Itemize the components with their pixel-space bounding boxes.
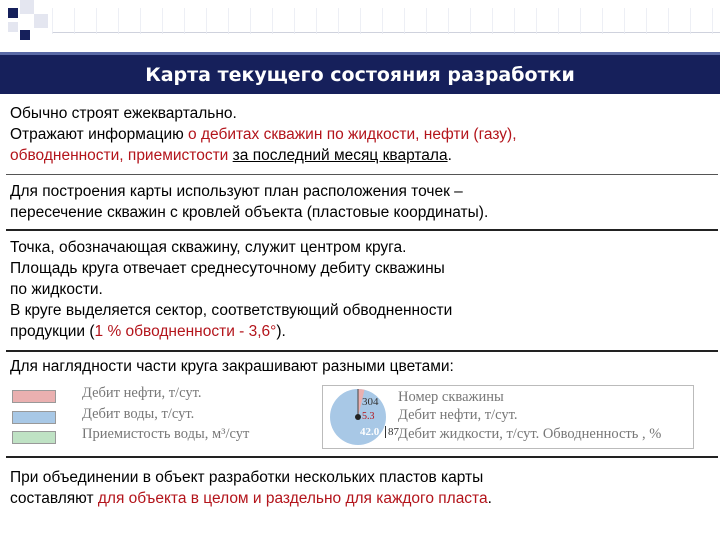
- circle-line-1: Точка, обозначающая скважину, служит центром круга.: [10, 239, 407, 256]
- legend-label-water: Дебит воды, т/сут.: [82, 406, 195, 422]
- map-basis-line-2: пересечение скважин с кровлей объекта (пластовые координаты).: [10, 204, 489, 221]
- divider: [6, 456, 718, 458]
- circle-line-5-prefix: продукции (: [10, 323, 95, 340]
- well-pie: [326, 385, 390, 449]
- intro-line-1: Обычно строят ежеквартально.: [10, 105, 237, 122]
- well-number-label: Номер скважины: [398, 389, 504, 405]
- well-liquid-value: 42.0: [360, 426, 380, 438]
- legend-swatch-water: [12, 411, 56, 424]
- combined-line-2-prefix: составляют: [10, 490, 98, 507]
- well-center-point: [355, 414, 361, 420]
- intro-line-3-highlight: обводненности, приемистости: [10, 147, 229, 164]
- intro-line-3: [10, 145, 452, 166]
- intro-line-2: [10, 124, 517, 145]
- circle-line-2: Площадь круга отвечает среднесуточному дебиту скважины: [10, 260, 445, 277]
- page-title: Карта текущего состояния разработки: [145, 64, 575, 86]
- legend-label-oil: Дебит нефти, т/сут.: [82, 385, 202, 401]
- well-watercut-value: 87: [385, 426, 399, 438]
- intro-line-2-highlight: о дебитах скважин по жидкости, нефти (газу),: [188, 126, 517, 143]
- well-number: 304: [362, 396, 379, 408]
- colors-heading: Для наглядности части круга закрашивают разными цветами:: [10, 358, 454, 375]
- intro-line-3-underlined: за последний месяц квартала: [232, 147, 448, 164]
- combined-line-2-highlight: для объекта в целом и раздельно для каждого пласта: [97, 490, 488, 507]
- well-liquid-label: Дебит жидкости, т/сут. Обводненность , %: [398, 426, 662, 442]
- circle-line-5-end: ).: [276, 323, 286, 340]
- circle-line-5: [10, 321, 286, 342]
- legend-swatch-injectivity: [12, 431, 56, 444]
- decor-square: [20, 30, 30, 40]
- decor-grid: [52, 8, 720, 34]
- circle-line-3: по жидкости.: [10, 281, 103, 298]
- divider: [6, 350, 718, 352]
- decor-square: [34, 14, 48, 28]
- divider: [6, 229, 718, 231]
- divider: [6, 174, 718, 175]
- intro-line-2-prefix: Отражают информацию: [10, 126, 189, 143]
- well-oil-label: Дебит нефти, т/сут.: [398, 407, 518, 423]
- decor-square: [8, 8, 18, 18]
- combined-line-2: [10, 488, 492, 509]
- intro-line-3-end: .: [447, 147, 452, 164]
- well-oil-value: 5.3: [362, 411, 375, 422]
- map-basis-line-1: Для построения карты используют план расположения точек –: [10, 183, 463, 200]
- title-bar: [0, 52, 720, 94]
- decor-square: [20, 0, 34, 14]
- legend-label-injectivity: Приемистость воды, м³/сут: [82, 426, 250, 442]
- circle-line-4: В круге выделяется сектор, соответствующий обводненности: [10, 302, 453, 319]
- decor-square: [8, 22, 18, 32]
- combined-line-2-end: .: [487, 490, 492, 507]
- circle-line-5-highlight: 1 % обводненности - 3,6°: [94, 323, 277, 340]
- combined-line-1: При объединении в объект разработки нескольких пластов карты: [10, 469, 484, 486]
- legend-swatch-oil: [12, 390, 56, 403]
